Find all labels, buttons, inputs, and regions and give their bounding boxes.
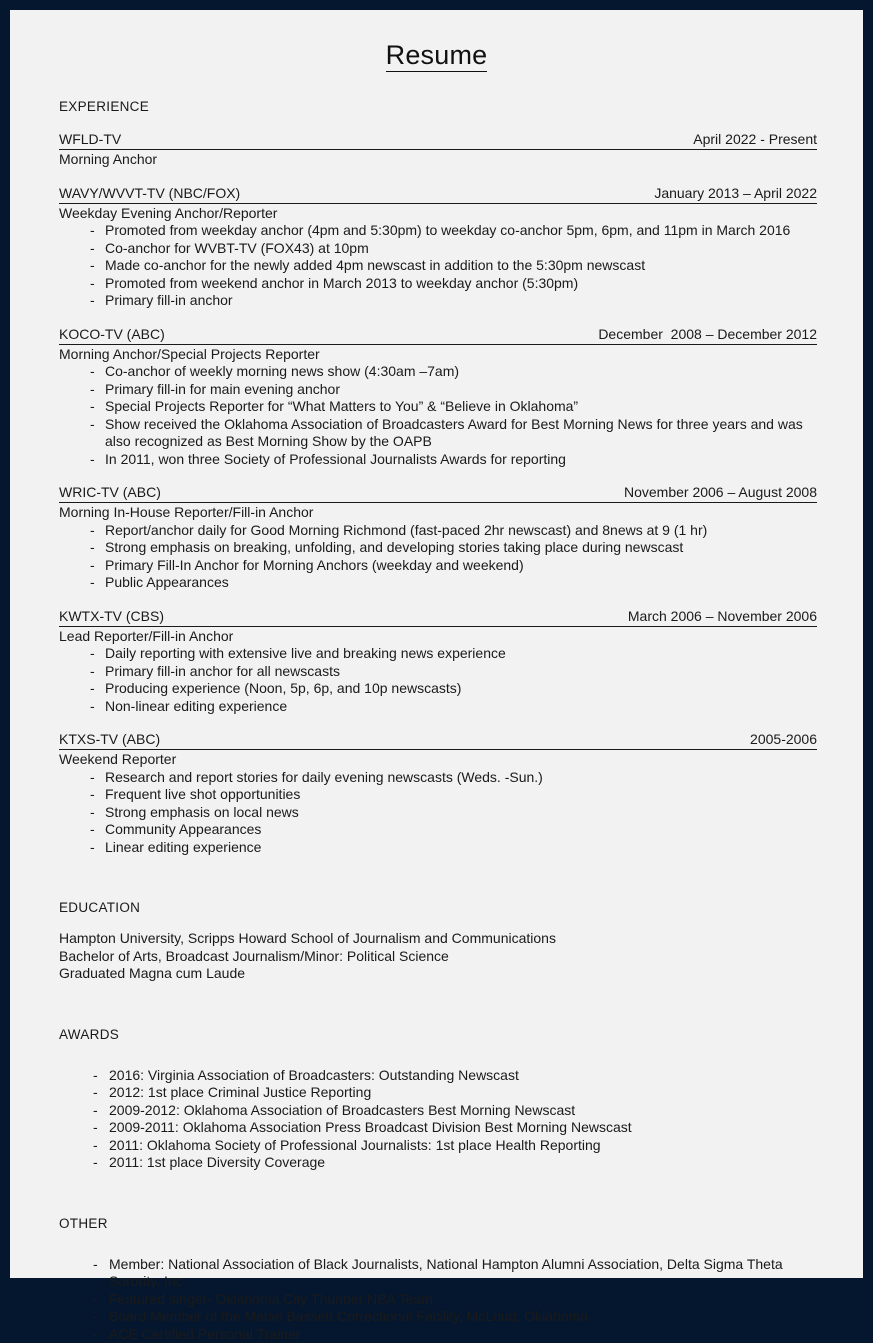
education-line: Hampton University, Scripps Howard School of Journalism and Communications <box>59 930 817 948</box>
experience-entry-header <box>59 731 817 750</box>
job-title: Lead Reporter/Fill-in Anchor <box>59 628 817 646</box>
award-item: - 2011: 1st place Diversity Coverage <box>93 1154 817 1172</box>
education-line: Graduated Magna cum Laude <box>59 965 817 983</box>
experience-entry <box>59 326 817 469</box>
employment-dates: December 2008 – December 2012 <box>598 326 817 343</box>
job-title: Weekday Evening Anchor/Reporter <box>59 205 817 223</box>
experience-entry <box>59 131 817 169</box>
job-bullet: - Strong emphasis on local news <box>90 804 817 822</box>
other-item: - Member: National Association of Black Journalists, National Hampton Alumni Association, Delta Sigma Theta Sorority, Inc <box>93 1256 817 1291</box>
education-lines <box>59 930 817 983</box>
award-item: - 2009-2012: Oklahoma Association of Broadcasters Best Morning Newscast <box>93 1102 817 1120</box>
job-bullet: - Primary Fill-In Anchor for Morning Anchors (weekday and weekend) <box>90 557 817 575</box>
job-bullet-list <box>59 522 817 592</box>
job-bullet-list <box>59 222 817 310</box>
page-title <box>10 10 863 71</box>
section-heading-education: EDUCATION <box>59 900 817 916</box>
other-item: - Featured singer- Oklahoma City Thunder NBA Team <box>93 1291 817 1309</box>
experience-entry-header <box>59 185 817 204</box>
job-bullet: - Frequent live shot opportunities <box>90 786 817 804</box>
page-title-text: Resume <box>386 40 488 72</box>
employer-name: WAVY/WVVT-TV (NBC/FOX) <box>59 185 240 202</box>
award-item: - 2016: Virginia Association of Broadcasters: Outstanding Newscast <box>93 1067 817 1085</box>
resume-body <box>10 99 863 1343</box>
job-bullet-list <box>59 363 817 468</box>
award-item: - 2011: Oklahoma Society of Professional Journalists: 1st place Health Reporting <box>93 1137 817 1155</box>
employer-name: KWTX-TV (CBS) <box>59 608 164 625</box>
job-bullet: - Promoted from weekend anchor in March 2013 to weekday anchor (5:30pm) <box>90 275 817 293</box>
job-bullet: - Non-linear editing experience <box>90 698 817 716</box>
job-bullet: - Public Appearances <box>90 574 817 592</box>
job-bullet: - Show received the Oklahoma Association of Broadcasters Award for Best Morning News for three years and was also recognized as Best Morning Show by the OAPB <box>90 416 817 451</box>
job-bullet: - Primary fill-in anchor for all newscasts <box>90 663 817 681</box>
other-list <box>59 1256 817 1343</box>
job-bullet: - Producing experience (Noon, 5p, 6p, and 10p newscasts) <box>90 680 817 698</box>
job-title: Morning Anchor <box>59 151 817 169</box>
employer-name: WRIC-TV (ABC) <box>59 484 161 501</box>
employer-name: KTXS-TV (ABC) <box>59 731 160 748</box>
job-title: Weekend Reporter <box>59 751 817 769</box>
job-bullet-list <box>59 769 817 857</box>
employment-dates: 2005-2006 <box>750 731 817 748</box>
award-item: - 2012: 1st place Criminal Justice Reporting <box>93 1084 817 1102</box>
experience-entry <box>59 608 817 716</box>
experience-job-list <box>59 131 817 856</box>
other-item: - Board Member of the Mabel Bassett Correctional Facility, McLoud, Oklahoma <box>93 1308 817 1326</box>
section-heading-other: OTHER <box>59 1216 817 1232</box>
job-bullet: - Made co-anchor for the newly added 4pm newscast in addition to the 5:30pm newscast <box>90 257 817 275</box>
awards-list <box>59 1067 817 1172</box>
employer-name: KOCO-TV (ABC) <box>59 326 165 343</box>
job-bullet: - Research and report stories for daily evening newscasts (Weds. -Sun.) <box>90 769 817 787</box>
job-bullet-list <box>59 645 817 715</box>
job-bullet: - Co-anchor for WVBT-TV (FOX43) at 10pm <box>90 240 817 258</box>
job-bullet: - Co-anchor of weekly morning news show (4:30am –7am) <box>90 363 817 381</box>
section-heading-awards: AWARDS <box>59 1027 817 1043</box>
employment-dates: April 2022 - Present <box>693 131 817 148</box>
job-bullet: - Primary fill-in for main evening anchor <box>90 381 817 399</box>
experience-entry-header <box>59 484 817 503</box>
experience-entry <box>59 185 817 310</box>
employment-dates: March 2006 – November 2006 <box>628 608 817 625</box>
job-bullet: - Community Appearances <box>90 821 817 839</box>
job-title: Morning Anchor/Special Projects Reporter <box>59 346 817 364</box>
education-line: Bachelor of Arts, Broadcast Journalism/Minor: Political Science <box>59 948 817 966</box>
employer-name: WFLD-TV <box>59 131 121 148</box>
job-bullet: - Strong emphasis on breaking, unfolding, and developing stories taking place during newscast <box>90 539 817 557</box>
job-bullet: - In 2011, won three Society of Professional Journalists Awards for reporting <box>90 451 817 469</box>
experience-entry-header <box>59 131 817 150</box>
award-item: - 2009-2011: Oklahoma Association Press Broadcast Division Best Morning Newscast <box>93 1119 817 1137</box>
experience-entry-header <box>59 608 817 627</box>
job-bullet: - Promoted from weekday anchor (4pm and 5:30pm) to weekday co-anchor 5pm, 6pm, and 11pm in March 2016 <box>90 222 817 240</box>
resume-page <box>10 10 863 1278</box>
job-bullet: - Primary fill-in anchor <box>90 292 817 310</box>
other-item: - ACE Certified Personal Trainer <box>93 1326 817 1343</box>
section-heading-experience: EXPERIENCE <box>59 99 817 115</box>
job-bullet: - Report/anchor daily for Good Morning Richmond (fast-paced 2hr newscast) and 8news at 9 (1 hr) <box>90 522 817 540</box>
job-bullet: - Special Projects Reporter for “What Matters to You” & “Believe in Oklahoma” <box>90 398 817 416</box>
job-bullet: - Linear editing experience <box>90 839 817 857</box>
job-bullet: - Daily reporting with extensive live and breaking news experience <box>90 645 817 663</box>
employment-dates: November 2006 – August 2008 <box>624 484 817 501</box>
employment-dates: January 2013 – April 2022 <box>654 185 817 202</box>
experience-entry <box>59 484 817 592</box>
experience-entry-header <box>59 326 817 345</box>
experience-entry <box>59 731 817 856</box>
job-title: Morning In-House Reporter/Fill-in Anchor <box>59 504 817 522</box>
